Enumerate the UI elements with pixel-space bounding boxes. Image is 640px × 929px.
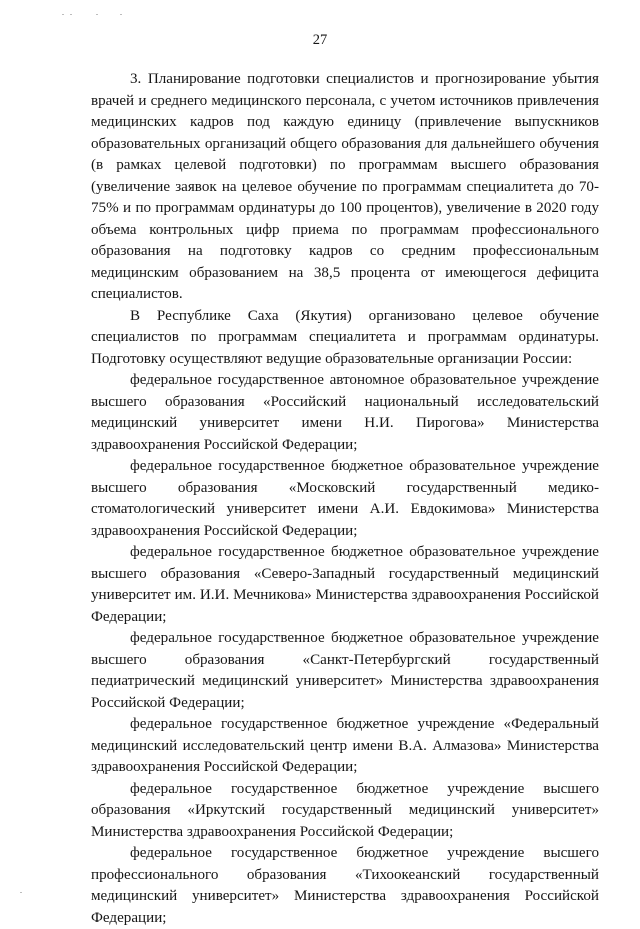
list-item-organization: федеральное государственное автономное образовательное учреждение высшего образования «Российский национальный исследовательский медицинский университет имени Н.И. Пирогова» Министерства здравоохранения Российской Федерации; (91, 372, 599, 453)
list-item-organization: федеральное государственное бюджетное образовательное учреждение высшего образования «Санкт-Петербургский государственный педиатрический медицинский университет» Министерства здравоохранения Российской Федерации; (91, 630, 599, 711)
paragraph-targeted-training: В Республике Саха (Якутия) организовано целевое обучение специалистов по программам специалитета и программам ординатуры. Подготовку осуществляют ведущие образовательные организации России: (91, 307, 599, 367)
scan-artifact (70, 14, 72, 15)
scan-artifact (120, 14, 122, 15)
document-body (91, 69, 599, 929)
list-item-organization: федеральное государственное бюджетное образовательное учреждение высшего образования «Северо-Западный государственный медицинский университет им. И.И. Мечникова» Министерства здравоохранения Российской Федерации; (91, 544, 599, 625)
list-item-organization: федеральное государственное бюджетное образовательное учреждение высшего образования «Московский государственный медико-стоматологический университет имени А.И. Евдокимова» Министерства здравоохранения Российской Федерации; (91, 458, 599, 539)
scan-artifact (20, 892, 22, 893)
list-item-organization: федеральное государственное бюджетное учреждение высшего профессионального образования «Тихоокеанский государственный медицинский университет» Министерства здравоохранения Российской Федерации; (91, 845, 599, 926)
page-number: 27 (312, 32, 328, 48)
list-item-organization: федеральное государственное бюджетное учреждение «Федеральный медицинский исследовательский центр имени В.А. Алмазова» Министерства здравоохранения Российской Федерации; (91, 716, 599, 775)
paragraph-planning: 3. Планирование подготовки специалистов и прогнозирование убытия врачей и среднего медицинского персонала, с учетом источников привлечения медицинских кадров под каждую единицу (привлечение выпускников образовательных организаций общего образования для дальнейшего обучения (в рамках целевой подготовки) по программам высшего образования (увеличение заявок на целевое обучение по программам специалитета до 70-75% и по программам ординатуры до 100 процентов), увеличение в 2020 году объема контрольных цифр приема по программам профессионального образования на подготовку кадров со средним профессиональным медицинским образованием на 38,5 процента от имеющегося дефицита специалистов. (91, 71, 599, 302)
scan-artifact (62, 14, 64, 15)
scan-artifact (96, 14, 98, 15)
list-item-organization: федеральное государственное бюджетное учреждение высшего образования «Иркутский государственный медицинский университет» Министерства здравоохранения Российской Федерации; (91, 780, 599, 840)
